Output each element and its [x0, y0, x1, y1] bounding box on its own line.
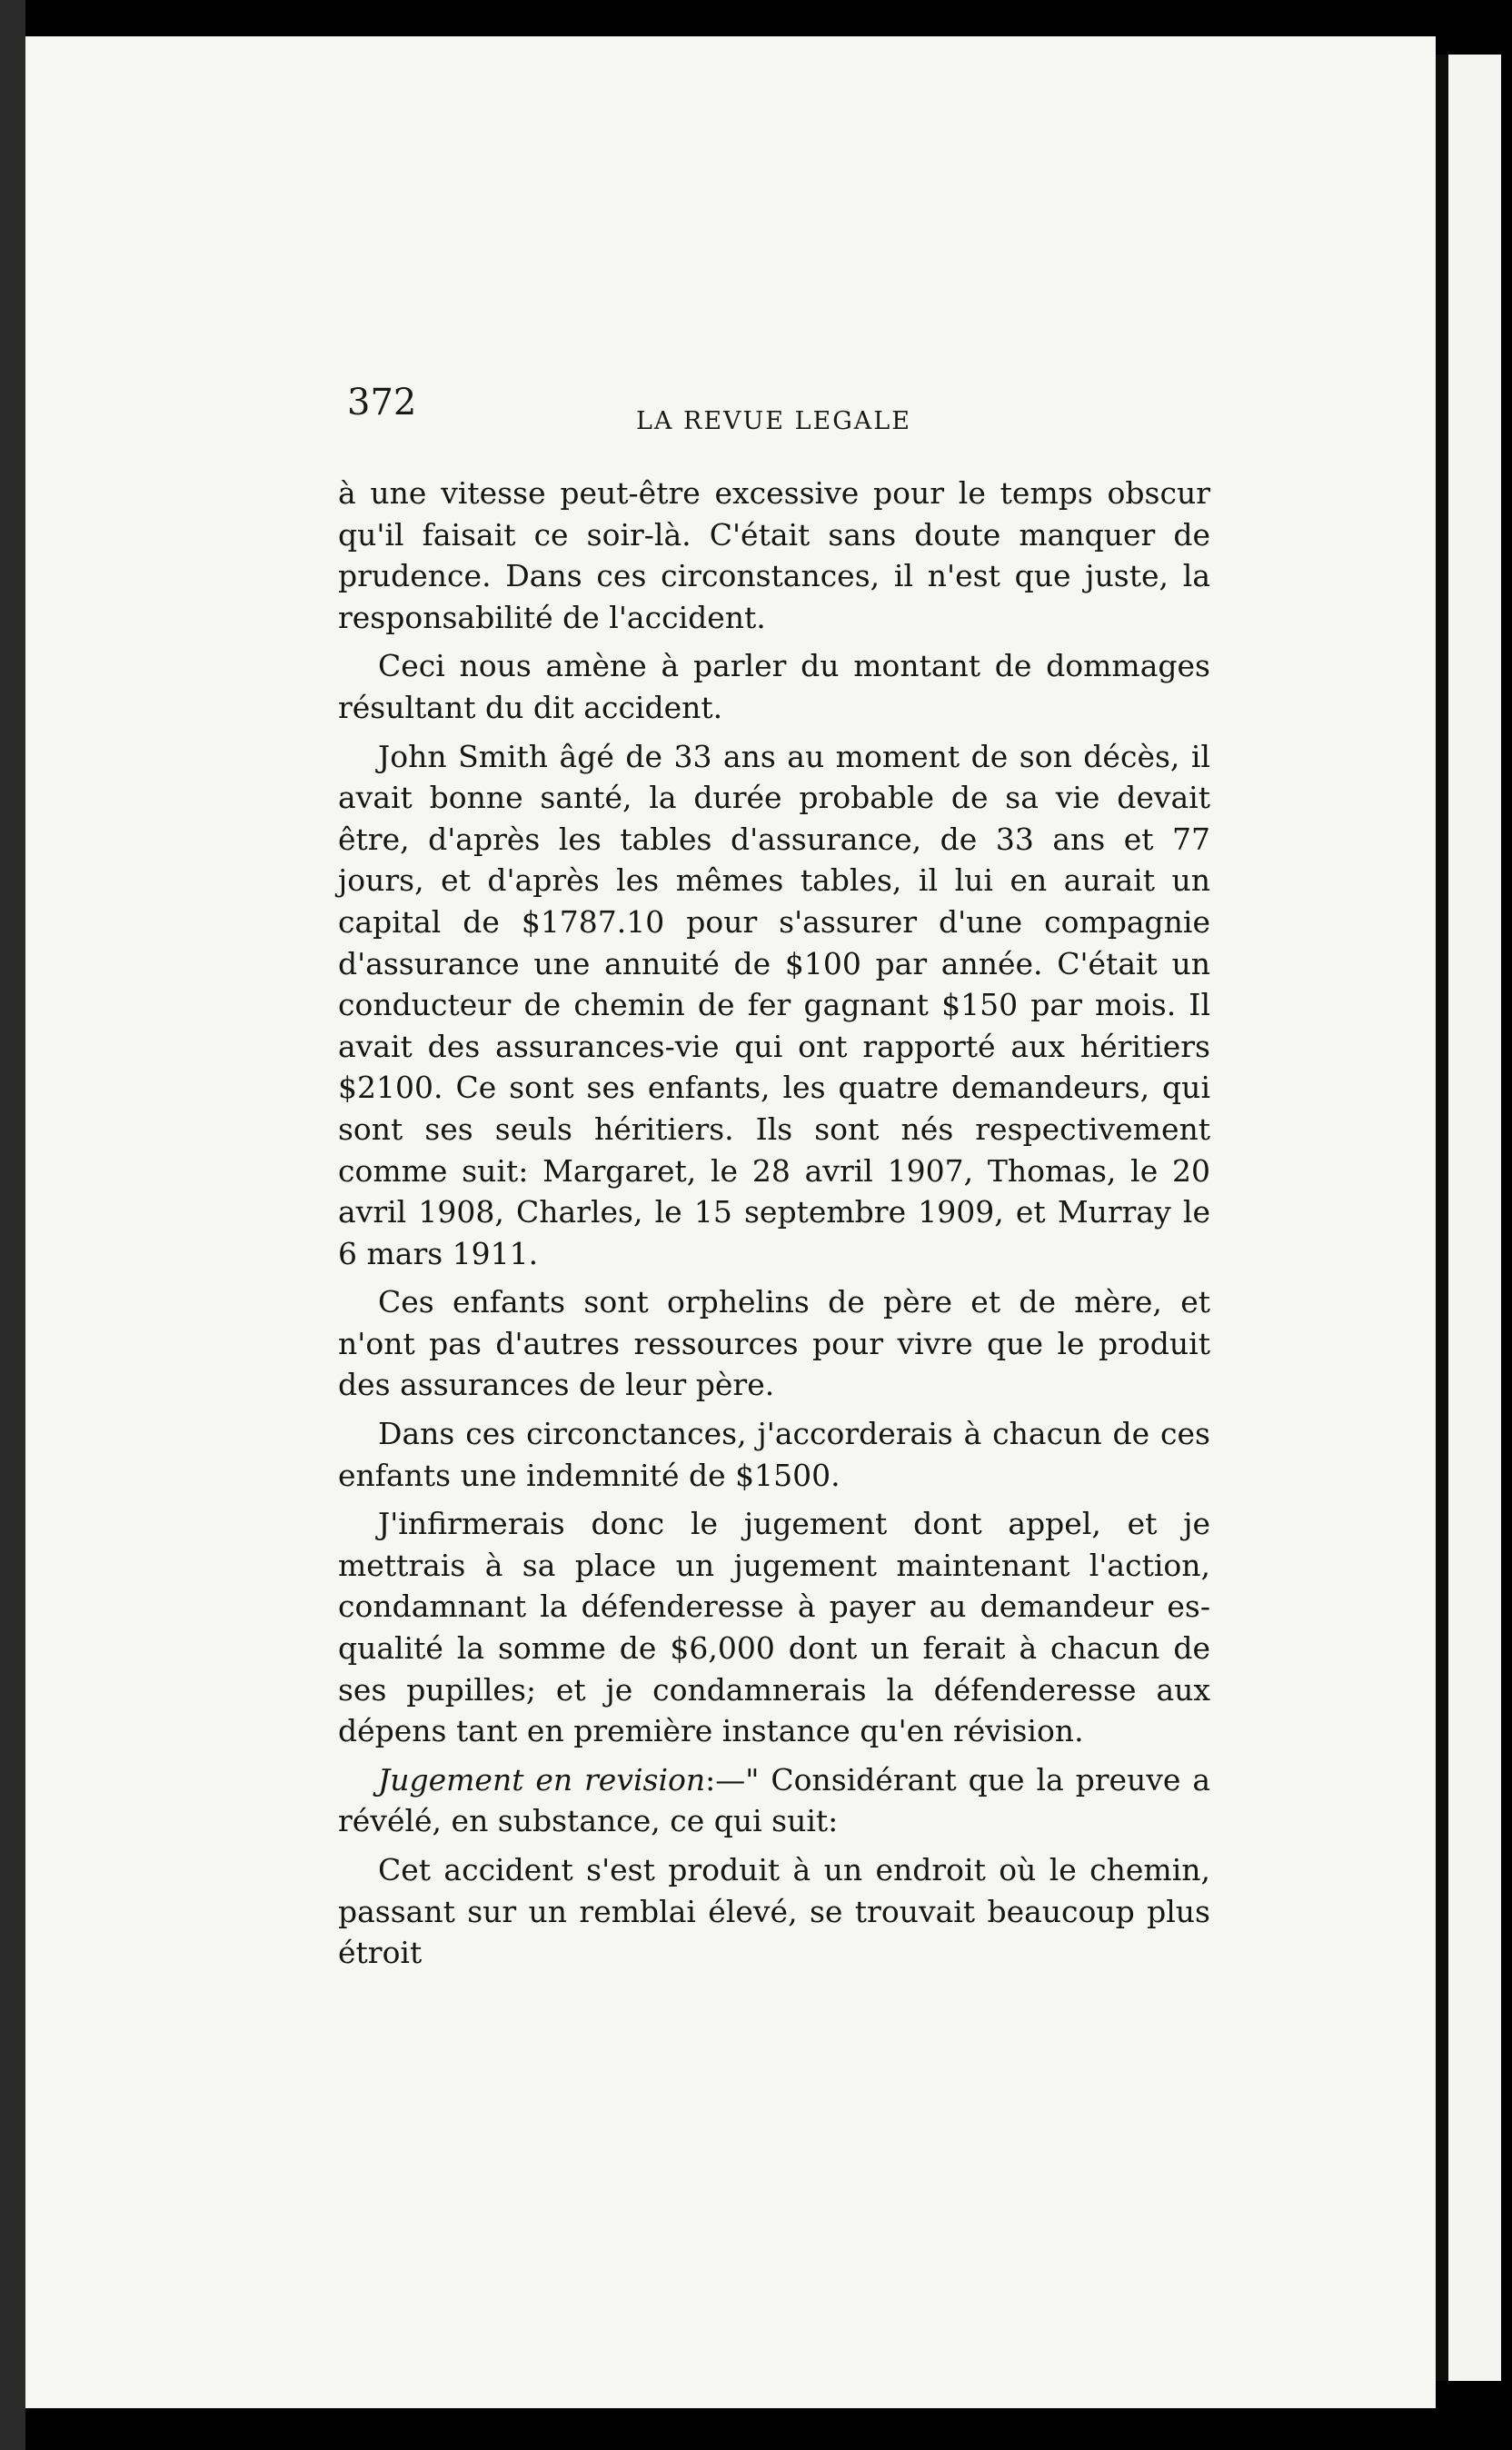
- running-head: [347, 382, 1265, 436]
- paragraph: Ceci nous amène à parler du montant de dommages résultant du dit accident.: [338, 648, 1210, 725]
- facing-page-edge: [1436, 55, 1501, 2381]
- judgment-paragraph: [338, 1759, 1210, 1842]
- page-body: [338, 473, 1210, 1981]
- judgment-text: :—" Considérant que la preuve a révélé, en substance, ce qui suit:: [338, 1761, 1210, 1839]
- paragraph: Cet accident s'est produit à un endroit où le chemin, passant sur un remblai élevé, se trouvait beaucoup plus étroit: [338, 1852, 1210, 1971]
- paragraph: à une vitesse peut-être excessive pour le temps obscur qu'il faisait ce soir-là. C'était sans doute manquer de prudence. Dans ces circonstances, il n'est que juste, la responsabilité de l'accident.: [338, 475, 1210, 635]
- page-number: 372: [347, 382, 417, 423]
- paragraph: Dans ces circonctances, j'accorderais à chacun de ces enfants une indemnité de $1500.: [338, 1416, 1210, 1493]
- journal-title: LA REVUE LEGALE: [636, 407, 911, 435]
- scan-left-edge: [0, 0, 25, 2450]
- paragraph: Ces enfants sont orphelins de père et de mère, et n'ont pas d'autres ressources pour vivre que le produit des assurances de leur père.: [338, 1284, 1210, 1403]
- judgment-label: Jugement en revision: [378, 1761, 706, 1798]
- paragraph: J'infirmerais donc le jugement dont appel, et je mettrais à sa place un jugement maintenant l'action, condamnant la défenderesse à payer au demandeur es-qualité la somme de $6,000 dont un ferait à chacun de ses pupilles; et je condamnerais la défenderesse aux dépens tant en première instance qu'en révision.: [338, 1506, 1210, 1749]
- paragraph: John Smith âgé de 33 ans au moment de son décès, il avait bonne santé, la durée probable de sa vie devait être, d'après les tables d'assurance, de 33 ans et 77 jours, et d'après les mêmes tables, il lui en aurait un capital de $1787.10 pour s'assurer d'une compagnie d'assurance une annuité de $100 par année. C'était un conducteur de chemin de fer gagnant $150 par mois. Il avait des assurances-vie qui ont rapporté aux héritiers $2100. Ce sont ses enfants, les quatre demandeurs, qui sont ses seuls héritiers. Ils sont nés respectivement comme suit: Margaret, le 28 avril 1907, Thomas, le 20 avril 1908, Charles, le 15 septembre 1909, et Murray le 6 mars 1911.: [338, 738, 1210, 1271]
